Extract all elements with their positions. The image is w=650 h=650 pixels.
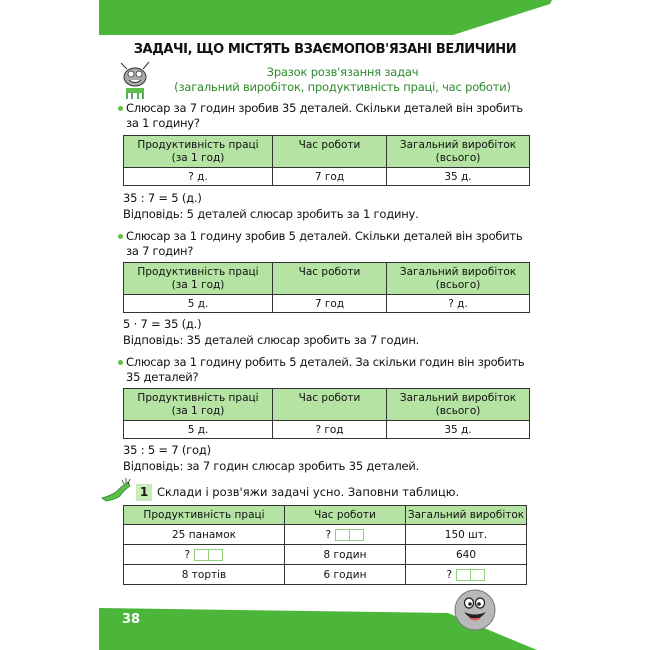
table-cell: 640 [406,545,527,565]
table-cell: 25 панамок [124,525,285,545]
table-cell: 8 тортів [124,565,285,585]
table-header: Час роботи [273,136,387,168]
table-cell: 6 годин [285,565,406,585]
question-mark: ? [184,548,191,561]
table-cell: 150 шт. [406,525,527,545]
table-cell: 7 год [273,168,387,186]
answer: Відповідь: за 7 годин слюсар зробить 35 деталей. [123,459,420,473]
smiley-face-icon [453,588,497,632]
exercise-instruction: Склади і розв'яжи задачі усно. Заповни таблицю. [157,485,460,499]
table-cell: 7 год [273,295,387,313]
page-number: 38 [122,612,141,627]
question-mark: ? [446,568,453,581]
table-header: Час роботи [273,263,387,295]
table-header: Продуктивність праці (за 1 год) [124,136,273,168]
calculation: 35 : 5 = 7 (год) [123,443,211,457]
table-header: Загальний виробіток (всього) [387,389,530,421]
exercise-number: 1 [136,484,152,501]
question-line: за 1 годину? [126,116,200,130]
question-line: Слюсар за 7 годин зробив 35 деталей. Скільки деталей він зробить [126,101,523,115]
table-cell: 8 годин [285,545,406,565]
answer: Відповідь: 5 деталей слюсар зробить за 1 годину. [123,207,419,221]
table-cell: ? год [273,421,387,439]
table-cell: 35 д. [387,168,530,186]
table-cell: 35 д. [387,421,530,439]
subtitle-detail: (загальний виробіток, продуктивність праці, час роботи) [174,80,511,94]
table-header: Продуктивність праці [124,506,285,525]
table-header: Продуктивність праці (за 1 год) [124,263,273,295]
table-cell: ? д. [387,295,530,313]
answer: Відповідь: 35 деталей слюсар зробить за 7 годин. [123,333,420,347]
table-cell: ? д. [124,168,273,186]
table-header: Продуктивність праці (за 1 год) [124,389,273,421]
calculation: 35 : 7 = 5 (д.) [123,191,202,205]
question-line: 35 деталей? [126,370,199,384]
table-cell: 5 д. [124,421,273,439]
page-title: ЗАДАЧІ, ЩО МІСТЯТЬ ВЗАЄМОПОВ'ЯЗАНІ ВЕЛИЧИНИ [133,42,517,57]
table-header: Загальний виробіток (всього) [387,136,530,168]
question-line: за 7 годин? [126,244,194,258]
question-line: Слюсар за 1 годину зробив 5 деталей. Скільки деталей він зробить [126,229,523,243]
table-header: Час роботи [285,506,406,525]
table-header: Час роботи [273,389,387,421]
question-mark: ? [325,528,332,541]
calculation: 5 · 7 = 35 (д.) [123,317,202,331]
table-cell: 5 д. [124,295,273,313]
table-header: Загальний виробіток (всього) [387,263,530,295]
question-line: Слюсар за 1 годину робить 5 деталей. За скільки годин він зробить [126,355,525,369]
subtitle: Зразок розв'язання задач [266,65,419,79]
table-header: Загальний виробіток [406,506,527,525]
